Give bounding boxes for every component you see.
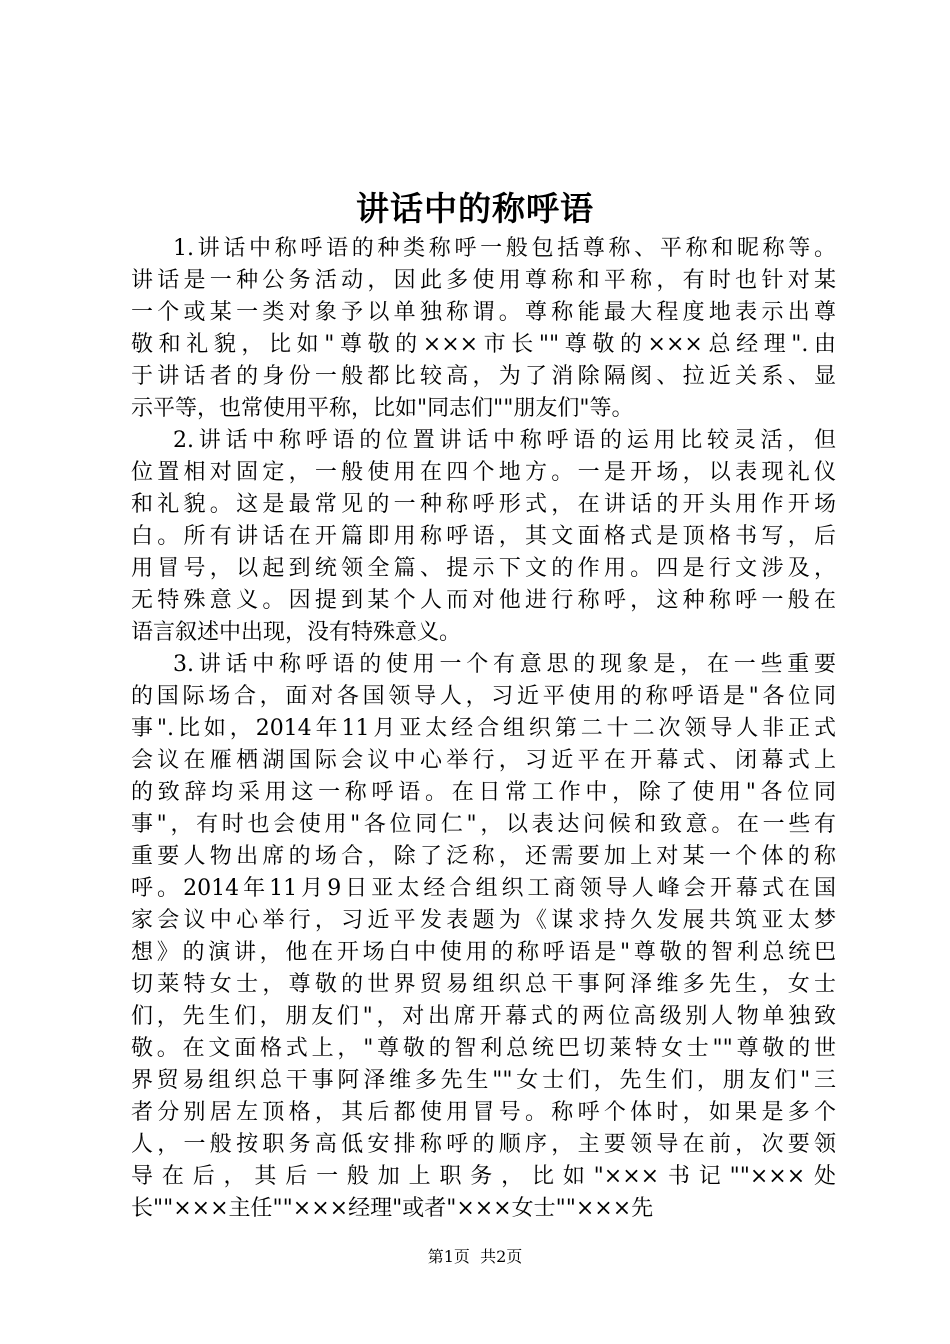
text-line: 的致辞均采用这一称呼语。在日常工作中，除了使用"各位同 <box>131 780 836 805</box>
text-line: 的国际场合，面对各国领导人，习近平使用的称呼语是"各位同 <box>131 684 836 709</box>
text-line: 示平等，也常使用平称，比如"同志们""朋友们"等。 <box>131 396 634 421</box>
text-line: 导在后，其后一般加上职务，比如"×××书记""×××处 <box>131 1164 836 1189</box>
text-line: 界贸易组织总干事阿泽维多先生""女士们，先生们，朋友们"三 <box>131 1068 836 1093</box>
page-total: 共2页 <box>480 1247 523 1266</box>
text-line: 位置相对固定，一般使用在四个地方。一是开场，以表现礼仪 <box>131 460 836 485</box>
text-line: 会议在雁栖湖国际会议中心举行，习近平在开幕式、闭幕式上 <box>131 748 836 773</box>
text-line: 和礼貌。这是最常见的一种称呼形式，在讲话的开头用作开场 <box>131 492 836 517</box>
paragraph <box>131 233 836 425</box>
text-line: 呼。2014年11月9日亚太经合组织工商领导人峰会开幕式在国 <box>131 876 836 901</box>
text-line: 切莱特女士，尊敬的世界贸易组织总干事阿泽维多先生，女士 <box>131 972 836 997</box>
paragraph <box>131 425 836 649</box>
text-line: 们，先生们，朋友们"，对出席开幕式的两位高级别人物单独致 <box>131 1004 836 1029</box>
text-line: 语言叙述中出现，没有特殊意义。 <box>131 620 462 645</box>
text-line: 1.讲话中称呼语的种类称呼一般包括尊称、平称和昵称等。 <box>173 236 836 261</box>
text-line: 3.讲话中称呼语的使用一个有意思的现象是，在一些重要 <box>173 652 836 677</box>
text-line: 于讲话者的身份一般都比较高，为了消除隔阂、拉近关系、显 <box>131 364 836 389</box>
document-body <box>131 233 836 1225</box>
text-line: 重要人物出席的场合，除了泛称，还需要加上对某一个体的称 <box>131 844 836 869</box>
text-line: 事".比如，2014年11月亚太经合组织第二十二次领导人非正式 <box>131 716 836 741</box>
page-footer <box>0 1246 950 1268</box>
text-line: 者分别居左顶格，其后都使用冒号。称呼个体时，如果是多个 <box>131 1100 836 1125</box>
text-line: 无特殊意义。因提到某个人而对他进行称呼，这种称呼一般在 <box>131 588 836 613</box>
paragraph <box>131 649 836 1225</box>
text-line: 想》的演讲，他在开场白中使用的称呼语是"尊敬的智利总统巴 <box>131 940 836 965</box>
text-line: 人，一般按职务高低安排称呼的顺序，主要领导在前，次要领 <box>131 1132 836 1157</box>
page-number: 第1页 <box>427 1247 470 1266</box>
text-line: 用冒号，以起到统领全篇、提示下文的作用。四是行文涉及， <box>131 556 836 581</box>
text-line: 事"，有时也会使用"各位同仁"，以表达问候和致意。在一些有 <box>131 812 836 837</box>
text-line: 家会议中心举行，习近平发表题为《谋求持久发展共筑亚太梦 <box>131 908 836 933</box>
text-line: 长""×××主任""×××经理"或者"×××女士""×××先 <box>131 1196 654 1221</box>
text-line: 一个或某一类对象予以单独称谓。尊称能最大程度地表示出尊 <box>131 300 836 325</box>
text-line: 2.讲话中称呼语的位置讲话中称呼语的运用比较灵活，但 <box>173 428 836 453</box>
text-line: 敬。在文面格式上，"尊敬的智利总统巴切莱特女士""尊敬的世 <box>131 1036 836 1061</box>
text-line: 白。所有讲话在开篇即用称呼语，其文面格式是顶格书写，后 <box>131 524 836 549</box>
text-line: 讲话是一种公务活动，因此多使用尊称和平称，有时也针对某 <box>131 268 836 293</box>
text-line: 敬和礼貌，比如"尊敬的×××市长""尊敬的×××总经理".由 <box>131 332 836 357</box>
page-title: 讲话中的称呼语 <box>356 189 594 228</box>
